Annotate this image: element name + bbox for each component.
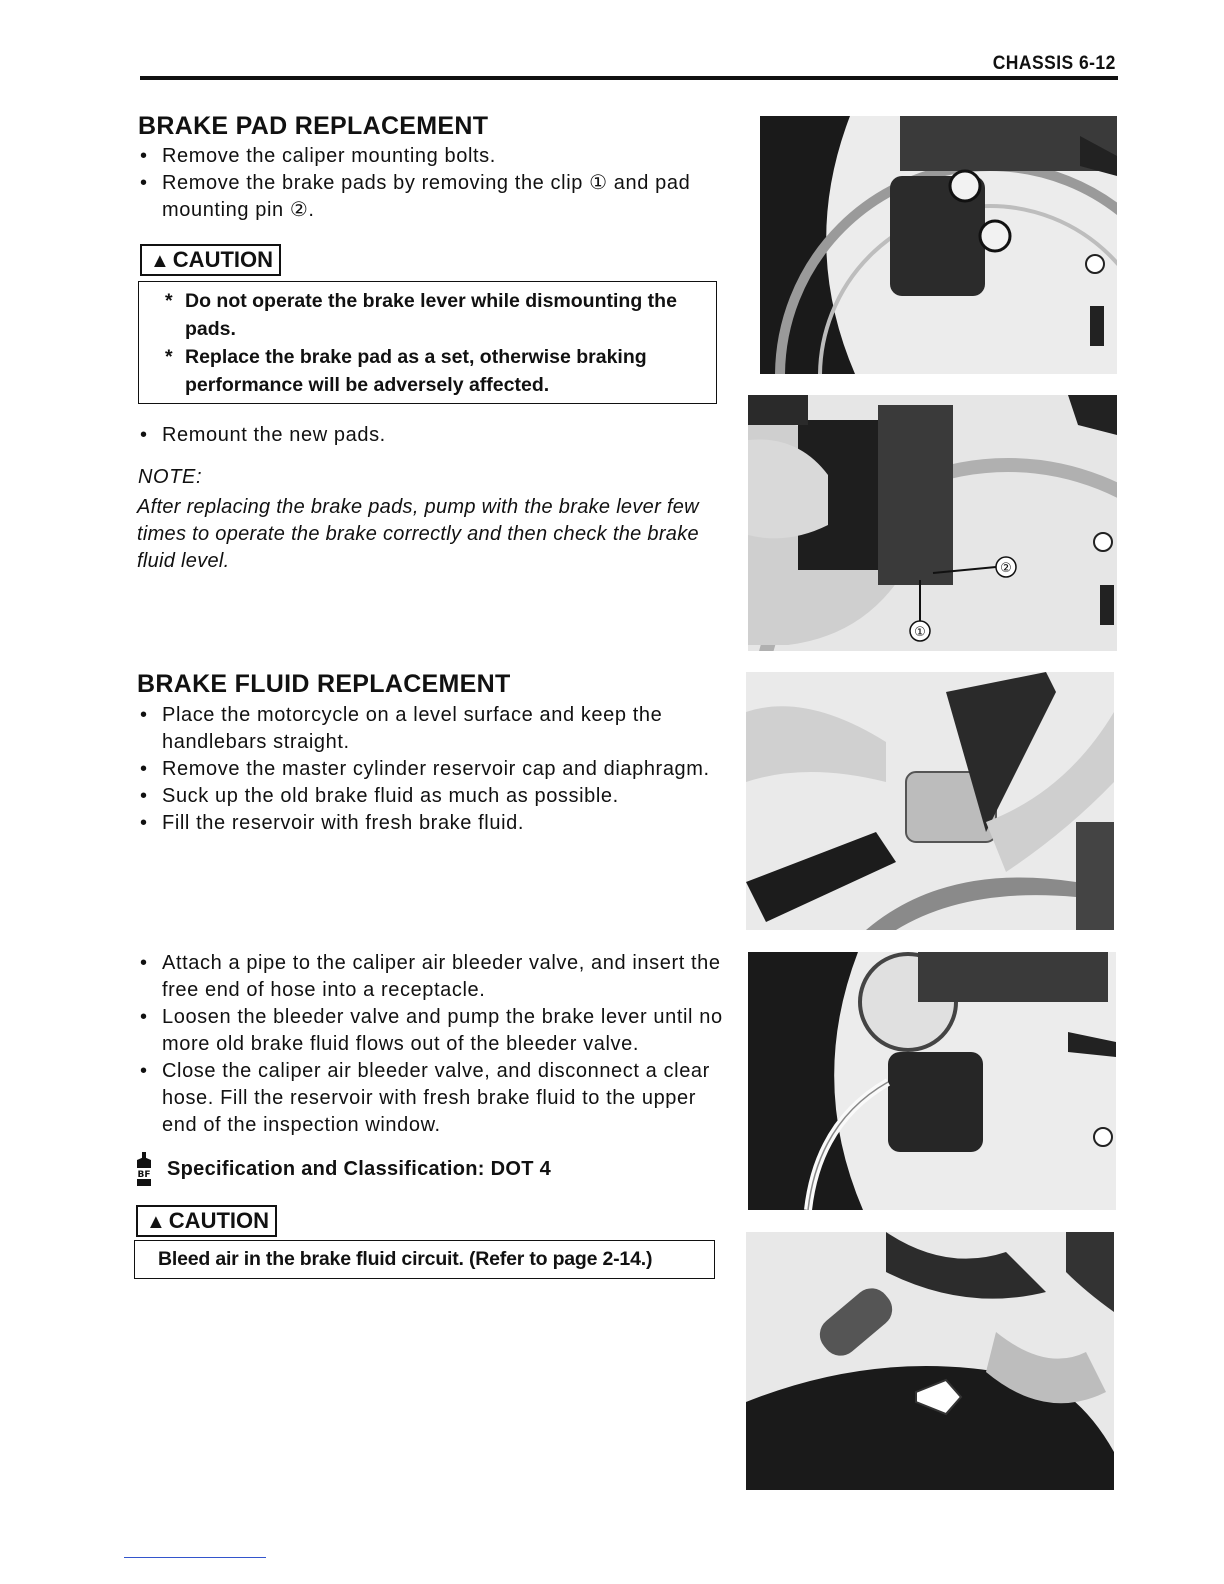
caution-item: * Replace the brake pad as a set, otherwise braking performance will be adversely affected.	[161, 343, 696, 399]
master-cylinder-image	[746, 672, 1114, 930]
brake-fluid-heading: BRAKE FLUID REPLACEMENT	[137, 670, 511, 698]
caution-item: * Do not operate the brake lever while dismounting the pads.	[161, 287, 696, 343]
brake-fluid-step: • Fill the reservoir with fresh brake fluid.	[138, 810, 723, 837]
photo-caliper-bolts	[760, 116, 1117, 374]
bleeder-valve-image	[748, 952, 1116, 1210]
caliper-bolts-image	[760, 116, 1117, 374]
header-rule	[140, 76, 1118, 80]
bleeding-step: • Loosen the bleeder valve and pump the brake lever until no more old brake fluid flows out of the bleeder valve.	[138, 1004, 723, 1058]
brake-fluid-step: • Place the motorcycle on a level surface and keep the handlebars straight.	[138, 702, 723, 756]
spec-line	[134, 1152, 551, 1186]
brake-fluid-steps	[138, 702, 723, 837]
photo-bleeder-valve	[748, 952, 1116, 1210]
note-label: NOTE:	[138, 466, 203, 488]
callout-1-label: ①	[914, 625, 926, 640]
caution-label-1: ▲ CAUTION	[140, 244, 281, 276]
bleeding-step: • Attach a pipe to the caliper air bleeder valve, and insert the free end of hose into a receptacle.	[138, 950, 723, 1004]
bleeding-steps	[138, 950, 723, 1139]
brake-fluid-step: • Suck up the old brake fluid as much as possible.	[138, 783, 723, 810]
warning-triangle-icon: ▲	[146, 1211, 166, 1233]
brake-pad-heading: BRAKE PAD REPLACEMENT	[138, 112, 489, 140]
warning-triangle-icon: ▲	[150, 250, 170, 272]
svg-text:BF: BF	[137, 1170, 151, 1180]
photo-brake-pads	[748, 395, 1117, 651]
reservoir-refill-image	[746, 1232, 1114, 1490]
photo-master-cylinder	[746, 672, 1114, 930]
bleeding-step: • Close the caliper air bleeder valve, and disconnect a clear hose. Fill the reservoir with fresh brake fluid to the upper end of the inspection window.	[138, 1058, 723, 1139]
page-header-title: CHASSIS 6-12	[992, 53, 1116, 74]
callout-2-label: ②	[1000, 561, 1012, 576]
remount-step: • Remount the new pads.	[138, 422, 723, 449]
caution-box-1	[138, 281, 717, 404]
photo-reservoir-refill	[746, 1232, 1114, 1490]
footer-link-line	[124, 1557, 266, 1558]
brake-fluid-step: • Remove the master cylinder reservoir cap and diaphragm.	[138, 756, 723, 783]
brake-pad-steps	[138, 143, 723, 224]
caution-box-2	[134, 1240, 715, 1279]
spec-text: Specification and Classification: DOT 4	[167, 1157, 551, 1180]
note-text: After replacing the brake pads, pump with the brake lever few times to operate the brake correctly and then check the brake fluid level.	[137, 496, 699, 572]
brake-fluid-can-icon	[134, 1152, 154, 1186]
caution-text: Bleed air in the brake fluid circuit. (Refer to page 2-14.)	[158, 1248, 653, 1270]
brake-pad-step: • Remove the brake pads by removing the clip ① and pad mounting pin ②.	[138, 170, 723, 224]
brake-pad-step: • Remove the caliper mounting bolts.	[138, 143, 723, 170]
caution-label-2: ▲ CAUTION	[136, 1205, 277, 1237]
brake-pads-image	[748, 395, 1117, 651]
